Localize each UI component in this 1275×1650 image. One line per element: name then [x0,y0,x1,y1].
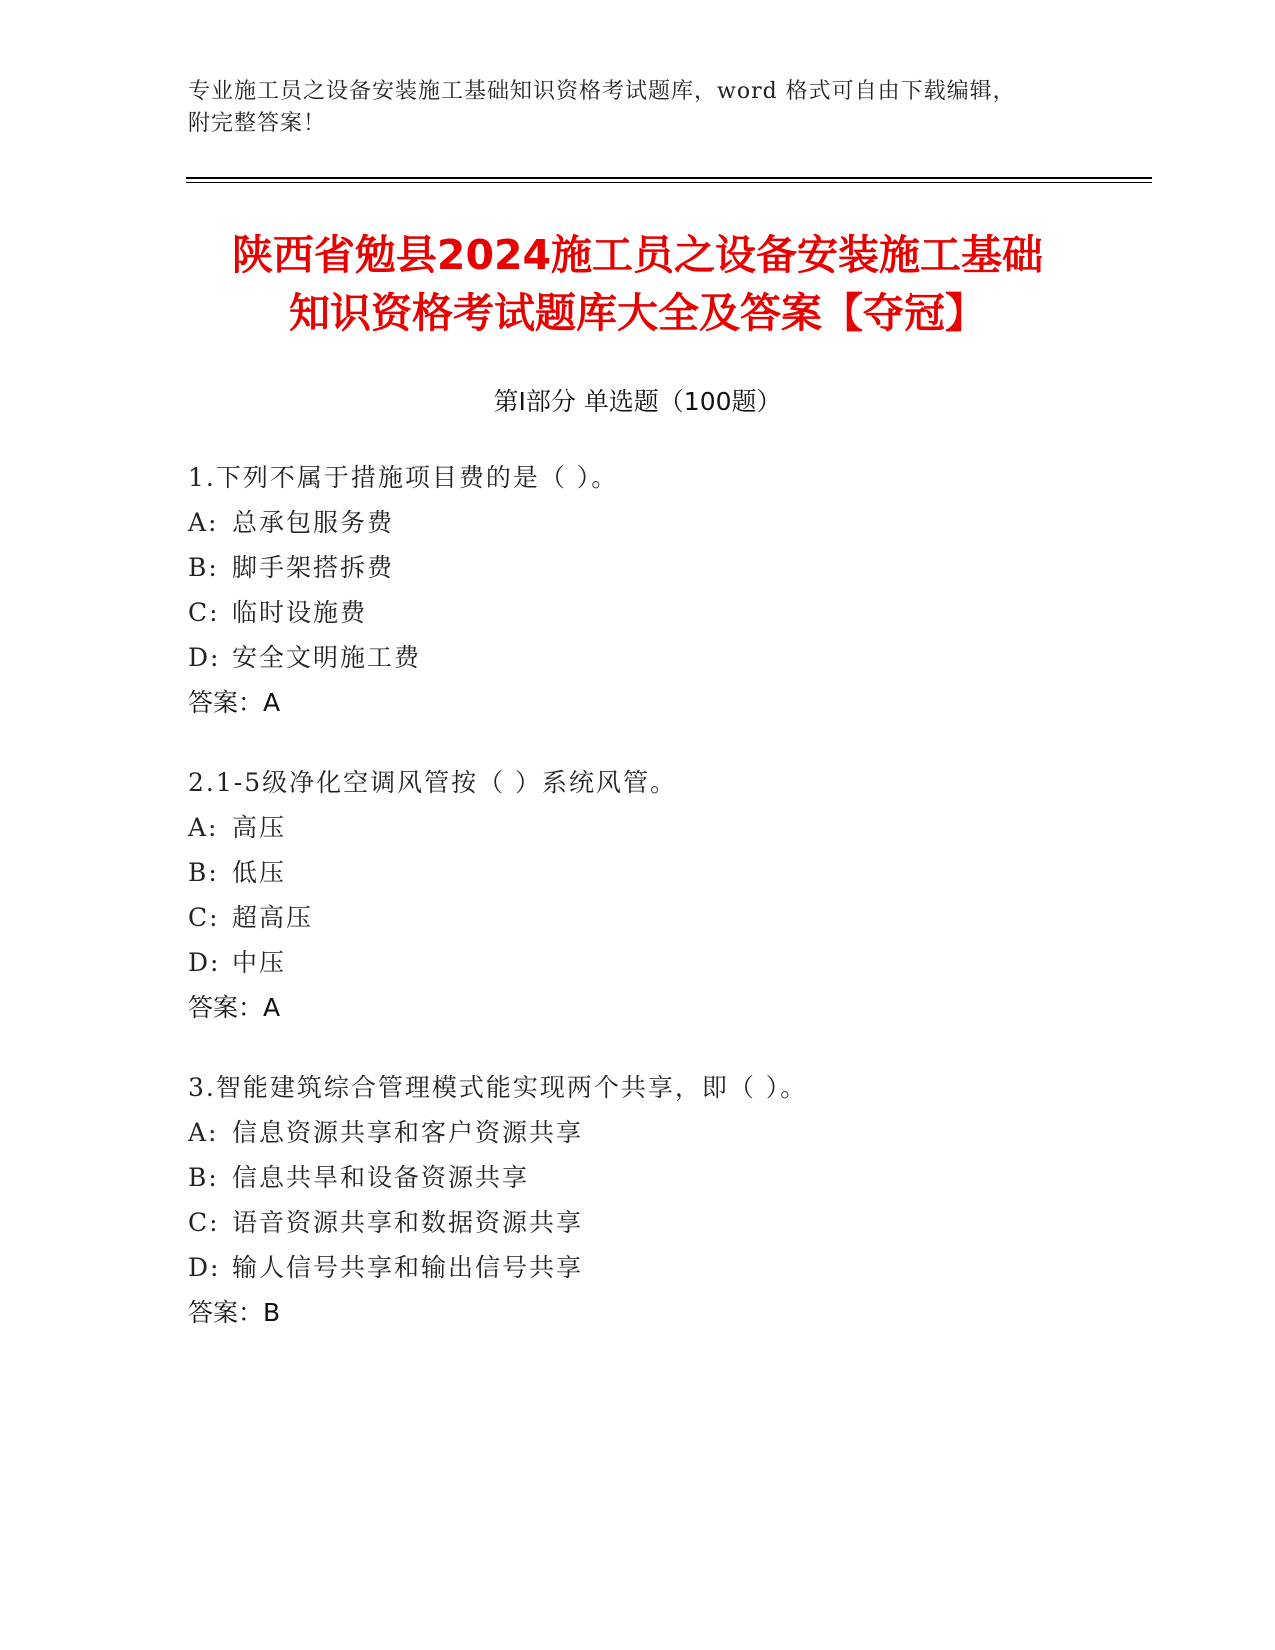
option-key: B: [188,858,219,887]
option-a [188,805,1138,850]
option-text: 临时设施费 [232,598,368,627]
option-key: A: [188,1118,219,1147]
option-key: C: [188,903,220,932]
option-text: 超高压 [232,903,314,932]
option-a [188,1110,1138,1155]
option-key: C: [188,598,220,627]
option-d [188,635,1138,680]
header-note-line-1: 专业施工员之设备安装施工基础知识资格考试题库，word 格式可自由下载编辑， [188,79,1016,104]
option-key: A: [188,813,219,842]
option-d [188,940,1138,985]
option-text: 输人信号共享和输出信号共享 [232,1253,584,1282]
option-b [188,1155,1138,1200]
option-text: 安全文明施工费 [232,643,422,672]
option-text: 中压 [232,948,287,977]
option-text: 总承包服务费 [232,508,395,537]
question-3 [188,1065,1138,1335]
option-key: D: [188,643,221,672]
option-key: C: [188,1208,220,1237]
header-divider-thick [186,177,1152,179]
answer-line: 答案：A [188,688,281,717]
header-note [188,76,1088,140]
answer-line: 答案：A [188,993,281,1022]
option-text: 脚手架搭拆费 [232,553,395,582]
answer-line: 答案：B [188,1298,281,1327]
document-title [150,226,1125,342]
header-note-line-2: 附完整答案！ [188,111,327,136]
option-d [188,1245,1138,1290]
option-text: 高压 [232,813,287,842]
document-title-line-2: 知识资格考试题库大全及答案【夺冠】 [289,289,986,337]
option-key: B: [188,1163,219,1192]
option-text: 信息共旱和设备资源共享 [232,1163,530,1192]
question-2 [188,760,1138,1030]
option-text: 低压 [232,858,287,887]
option-c [188,895,1138,940]
option-text: 语音资源共享和数据资源共享 [232,1208,584,1237]
option-key: A: [188,508,219,537]
option-key: D: [188,1253,221,1282]
question-stem: 3.智能建筑综合管理模式能实现两个共享，即（ ）。 [188,1073,808,1102]
option-b [188,850,1138,895]
option-key: D: [188,948,221,977]
document-title-line-1: 陕西省勉县2024施工员之设备安装施工基础 [231,231,1044,279]
option-a [188,500,1138,545]
question-stem: 1.下列不属于措施项目费的是（ ）。 [188,463,619,492]
option-c [188,590,1138,635]
question-1 [188,455,1138,725]
option-key: B: [188,553,219,582]
option-b [188,545,1138,590]
option-text: 信息资源共享和客户资源共享 [232,1118,584,1147]
question-stem: 2.1-5级净化空调风管按（ ）系统风管。 [188,768,678,797]
header-divider-thin [186,182,1152,183]
option-c [188,1200,1138,1245]
section-heading: 第Ⅰ部分 单选题（100题） [493,387,782,416]
